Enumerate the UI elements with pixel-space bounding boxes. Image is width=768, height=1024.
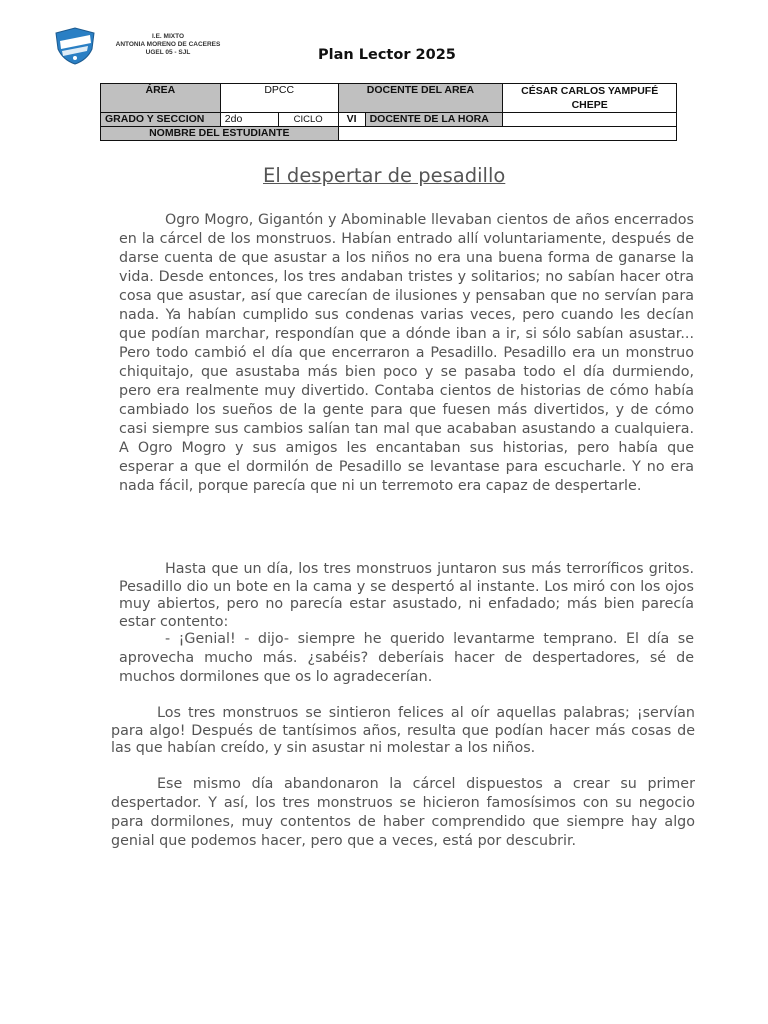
nombre-label: NOMBRE DEL ESTUDIANTE bbox=[101, 127, 339, 141]
story-paragraph-5-text: Ese mismo día abandonaron la cárcel dispuestos a crear su primer despertador. Y así, los tres monstruos se hicieron famosísimos con su negocio para dormilones, muy contentos de haber comprendido que siempre hay algo genial que podemos hacer, pero que a veces, está por descubrir. bbox=[111, 776, 695, 849]
story-paragraph-4 bbox=[111, 705, 695, 758]
grado-label: GRADO Y SECCION bbox=[101, 113, 221, 127]
docente-hora-label: DOCENTE DE LA HORA bbox=[365, 113, 503, 127]
story-paragraph-3 bbox=[119, 630, 694, 687]
story-paragraph-2 bbox=[119, 561, 694, 631]
grado-value: 2do bbox=[220, 113, 278, 127]
story-paragraph-2-text: Hasta que un día, los tres monstruos juntaron sus más terroríficos gritos. Pesadillo dio un bote en la cama y se despertó al instante. Los miró con los ojos muy abiertos, pero no parecía estar asustado, ni enfadado; más bien parecía estar contento: bbox=[119, 561, 694, 630]
ciclo-value: VI bbox=[338, 113, 365, 127]
story-title: El despertar de pesadillo bbox=[263, 164, 506, 187]
docente-hora-field[interactable] bbox=[503, 113, 677, 127]
story-paragraph-4-text: Los tres monstruos se sintieron felices al oír aquellas palabras; ¡servían para algo! Después de tantísimos años, resulta que podían hacer más cosas de las que habían creído, y sin asustar ni molestar a los niños. bbox=[111, 705, 695, 756]
story-paragraph-1 bbox=[119, 211, 694, 496]
ciclo-label: CICLO bbox=[278, 113, 338, 127]
school-line-1: I.E. MIXTO bbox=[151, 33, 185, 40]
school-name bbox=[112, 33, 224, 57]
story-paragraph-3-text: - ¡Genial! - dijo- siempre he querido levantarme temprano. El día se aprovecha mucho más. ¿sabéis? deberíais hacer de despertadores, sé de muchos dormilones que os lo agradecerían. bbox=[119, 631, 694, 685]
school-crest-logo bbox=[54, 27, 96, 65]
docente-area-label: DOCENTE DEL AREA bbox=[338, 84, 503, 113]
document-title: Plan Lector 2025 bbox=[318, 47, 456, 63]
story-paragraph-5 bbox=[111, 775, 695, 851]
area-label: ÁREA bbox=[101, 84, 221, 113]
story-paragraph-1-text: Ogro Mogro, Gigantón y Abominable llevaban cientos de años encerrados en la cárcel de los monstruos. Habían entrado allí voluntariamente, después de darse cuenta de que asustar a los niños no era una buena forma de ganarse la vida. Desde entonces, los tres andaban tristes y solitarios; no sabían hacer otra cosa que asustar, así que carecían de ilusiones y pensaban que no servían para nada. Ya habían cumplido sus condenas varias veces, pero cuando les decían que podían marchar, respondían que a dónde iban a ir, si sólo sabían asustar... Pero todo cambió el día que encerraron a Pesadillo. Pesadillo era un monstruo chiquitajo, que asustaba más bien poco y se pasaba todo el día durmiendo, pero era realmente muy divertido. Contaba cientos de historias de cómo había cambiado los sueños de la gente para que fuesen más divertidos, y de cómo casi siempre sus cambios salían tan mal que acababan asustando a cualquiera. A Ogro Mogro y sus amigos les encantaban sus historias, pero había que esperar a que el dormilón de Pesadillo se levantase para escucharle. Y no era nada fácil, porque parecía que ni un terremoto era capaz de despertarle. bbox=[119, 212, 694, 494]
docente-area-value: CÉSAR CARLOS YAMPUFÉ CHEPE bbox=[503, 84, 677, 113]
school-line-2: ANTONIA MORENO DE CACERES bbox=[115, 41, 221, 48]
school-line-3: UGEL 05 - SJL bbox=[145, 49, 191, 56]
student-info-table bbox=[100, 83, 677, 141]
nombre-field[interactable] bbox=[338, 127, 676, 141]
area-value: DPCC bbox=[220, 84, 338, 113]
